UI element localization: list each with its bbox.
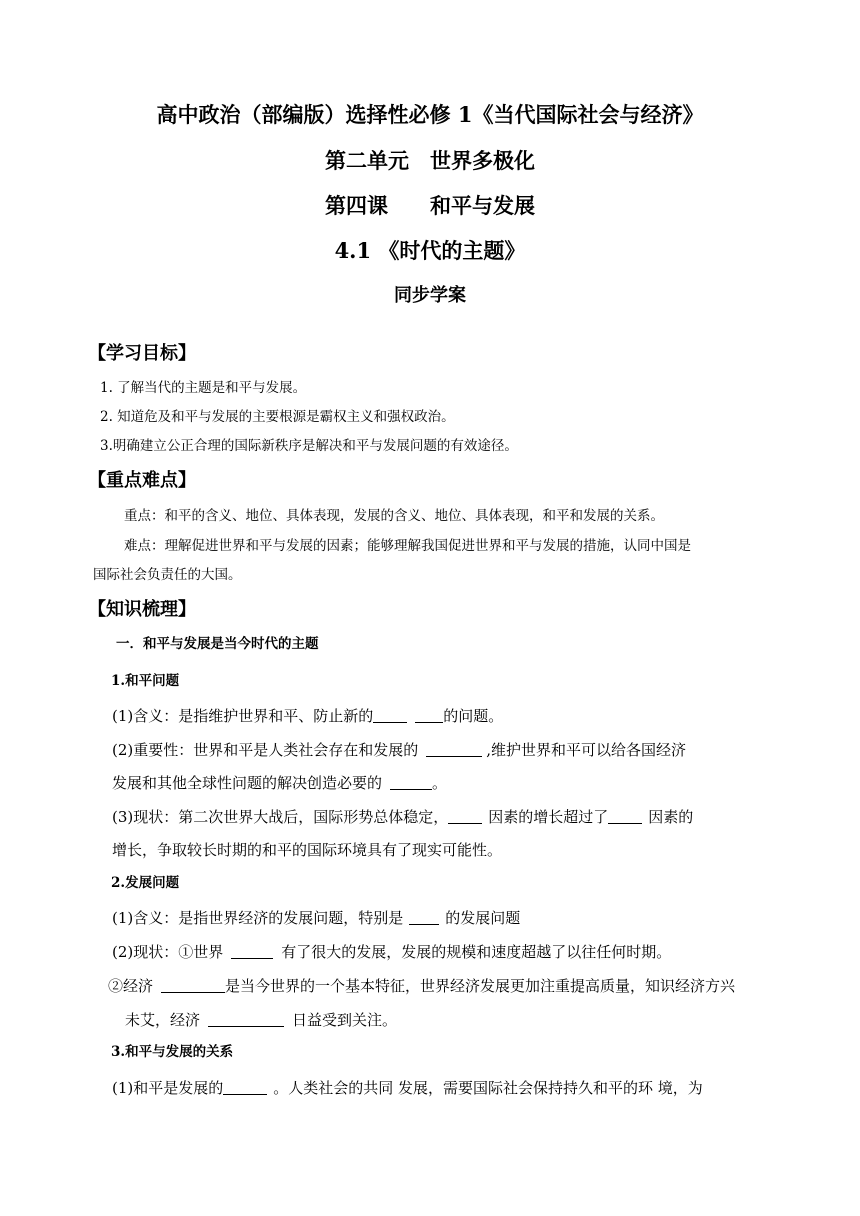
peace-importance-b: ,维护世界和平可以给各国经济 [486, 741, 687, 759]
development-status-b: 有了很大的发展，发展的规模和速度超越了以往任何时期。 [281, 943, 672, 961]
relation-title: 3.和平与发展的关系 [111, 1044, 234, 1060]
blank-field [608, 809, 642, 824]
peace-status-c: 因素的 [648, 808, 694, 826]
peace-status [112, 809, 693, 825]
blank-field [231, 944, 273, 959]
development-status-d: 是当今世界的一个基本特征，世界经济发展更加注重提高质量，知识经济方兴 [225, 977, 736, 995]
blank-field [426, 742, 482, 757]
blank-field [448, 809, 482, 824]
relation-line-b: 。人类社会的共同 发展，需要国际社会保持持久和平的环 境，为 [273, 1079, 703, 1097]
objective-item: 1. 了解当代的主题是和平与发展。 [100, 380, 307, 396]
focus-text: 重点：和平的含义、地位、具体表现，发展的含义、地位、具体表现，和平和发展的关系。 [124, 508, 664, 524]
development-status-a: (2)现状：①世界 [112, 943, 224, 961]
keypoints-heading: 【重点难点】 [88, 470, 196, 491]
peace-meaning [112, 708, 503, 724]
objective-item: 3.明确建立公正合理的国际新秩序是解决和平与发展问题的有效途径。 [100, 438, 518, 454]
section-title: 4.1 《时代的主题》 [334, 238, 526, 263]
peace-importance-a: (2)重要性：世界和平是人类社会存在和发展的 [112, 741, 419, 759]
doc-subtitle: 同步学案 [394, 285, 466, 306]
peace-status-b: 因素的增长超过了 [488, 808, 609, 826]
peace-importance [112, 742, 686, 758]
relation-line [112, 1080, 703, 1096]
peace-importance-cont [112, 775, 447, 791]
blank-field [161, 978, 225, 993]
knowledge-heading: 【知识梳理】 [88, 599, 196, 620]
peace-meaning-a: (1)含义：是指维护世界和平、防止新的 [112, 707, 374, 725]
blank-field [223, 1080, 267, 1095]
blank-field [409, 910, 439, 925]
doc-title: 高中政治（部编版）选择性必修 1《当代国际社会与经济》 [156, 102, 704, 127]
objective-item: 2. 知道危及和平与发展的主要根源是霸权主义和强权政治。 [100, 409, 455, 425]
peace-meaning-b: 的问题。 [443, 707, 504, 725]
development-status-cont [108, 978, 735, 994]
blank-field [390, 775, 432, 790]
peace-status-a: (3)现状：第二次世界大战后，国际形势总体稳定， [112, 808, 449, 826]
development-status-cont2 [125, 1012, 397, 1028]
unit-title: 第二单元 世界多极化 [325, 148, 535, 173]
difficulty-text: 难点：理解促进世界和平与发展的因素；能够理解我国促进世界和平与发展的措施，认同中国是 [124, 538, 691, 554]
part1-title: 一．和平与发展是当今时代的主题 [116, 636, 319, 652]
peace-title: 1.和平问题 [111, 673, 180, 689]
peace-status-d: 增长，争取较长时期的和平的国际环境具有了现实可能性。 [112, 841, 503, 859]
peace-importance-d: 。 [432, 774, 448, 792]
objectives-heading: 【学习目标】 [88, 343, 196, 364]
blank-field [208, 1012, 284, 1027]
development-status-c: ②经济 [108, 977, 154, 995]
development-meaning-b: 的发展问题 [445, 909, 521, 927]
development-meaning [112, 910, 520, 926]
blank-field [415, 708, 443, 723]
lesson-title: 第四课 和平与发展 [325, 193, 535, 218]
peace-importance-c: 发展和其他全球性问题的解决创造必要的 [112, 774, 383, 792]
development-status-e: 未艾，经济 [125, 1011, 201, 1029]
development-status-f: 日益受到关注。 [292, 1011, 398, 1029]
development-title: 2.发展问题 [111, 875, 180, 891]
development-status [112, 944, 671, 960]
difficulty-text-cont: 国际社会负责任的大国。 [93, 567, 242, 583]
blank-field [373, 708, 407, 723]
relation-line-a: (1)和平是发展的 [112, 1079, 224, 1097]
development-meaning-a: (1)含义：是指世界经济的发展问题，特别是 [112, 909, 404, 927]
